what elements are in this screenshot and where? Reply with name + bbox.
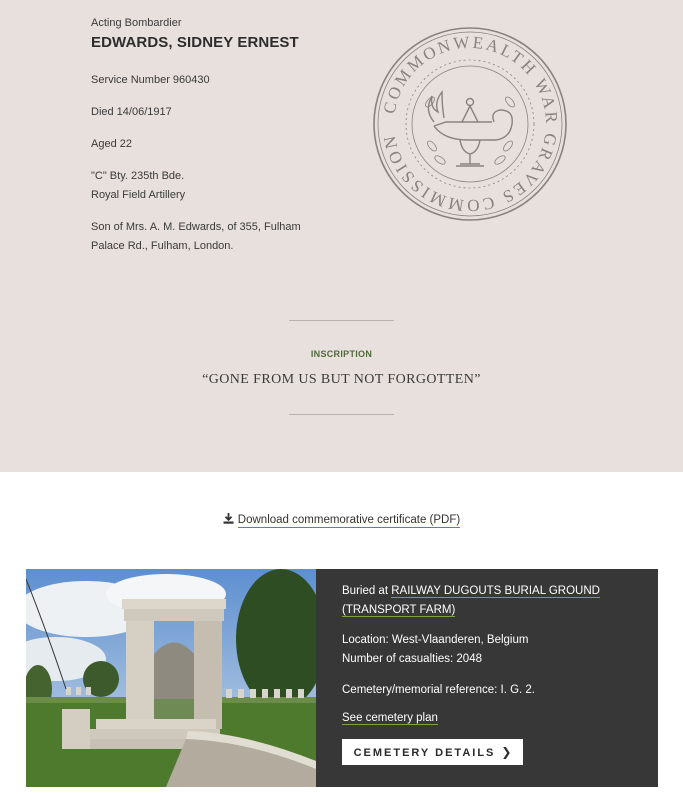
- download-icon: [223, 513, 234, 524]
- family-line-1: Son of Mrs. A. M. Edwards, of 355, Fulham: [91, 221, 301, 233]
- see-cemetery-plan-link[interactable]: See cemetery plan: [342, 712, 438, 724]
- family-info: [91, 218, 301, 256]
- cemetery-details-button[interactable]: [342, 739, 523, 765]
- buried-prefix: Buried at: [342, 585, 392, 597]
- divider-bottom: [289, 414, 394, 415]
- unit-line-1: "C" Bty. 235th Bde.: [91, 170, 185, 182]
- buried-at: [342, 582, 600, 601]
- unit: [91, 167, 185, 205]
- inscription-text: “GONE FROM US BUT NOT FORGOTTEN”: [202, 372, 481, 387]
- cemetery-location: Location: West-Vlaanderen, Belgium: [342, 634, 529, 646]
- download-row: [0, 513, 683, 526]
- cemetery-reference: Cemetery/memorial reference: I. G. 2.: [342, 684, 536, 696]
- cemetery-name-line-2: [342, 601, 455, 620]
- family-line-2: Palace Rd., Fulham, London.: [91, 240, 234, 252]
- cemetery-card: [26, 569, 658, 787]
- casualty-name: EDWARDS, SIDNEY ERNEST: [91, 34, 299, 51]
- seal-text: COMMONWEALTH WAR GRAVES COMMISSION: [379, 32, 562, 216]
- age: Aged 22: [91, 138, 132, 150]
- date-of-death: Died 14/06/1917: [91, 106, 172, 118]
- cemetery-photo: [26, 569, 316, 787]
- inscription-label: INSCRIPTION: [310, 349, 373, 359]
- chevron-right-icon: ❯: [501, 745, 512, 759]
- cemetery-name-link[interactable]: RAILWAY DUGOUTS BURIAL GROUND: [391, 585, 600, 597]
- divider-top: [289, 320, 394, 321]
- cemetery-details-label: CEMETERY DETAILS: [353, 747, 496, 759]
- cemetery-plan: [342, 709, 438, 728]
- download-certificate-link[interactable]: Download commemorative certificate (PDF): [237, 514, 461, 526]
- casualty-rank: Acting Bombardier: [91, 17, 182, 29]
- service-number: Service Number 960430: [91, 74, 210, 86]
- cemetery-casualties: Number of casualties: 2048: [342, 653, 482, 665]
- cwgc-seal-lamp-icon: [372, 26, 568, 222]
- unit-line-2: Royal Field Artillery: [91, 189, 186, 201]
- cemetery-name-link-2[interactable]: (TRANSPORT FARM): [342, 604, 456, 616]
